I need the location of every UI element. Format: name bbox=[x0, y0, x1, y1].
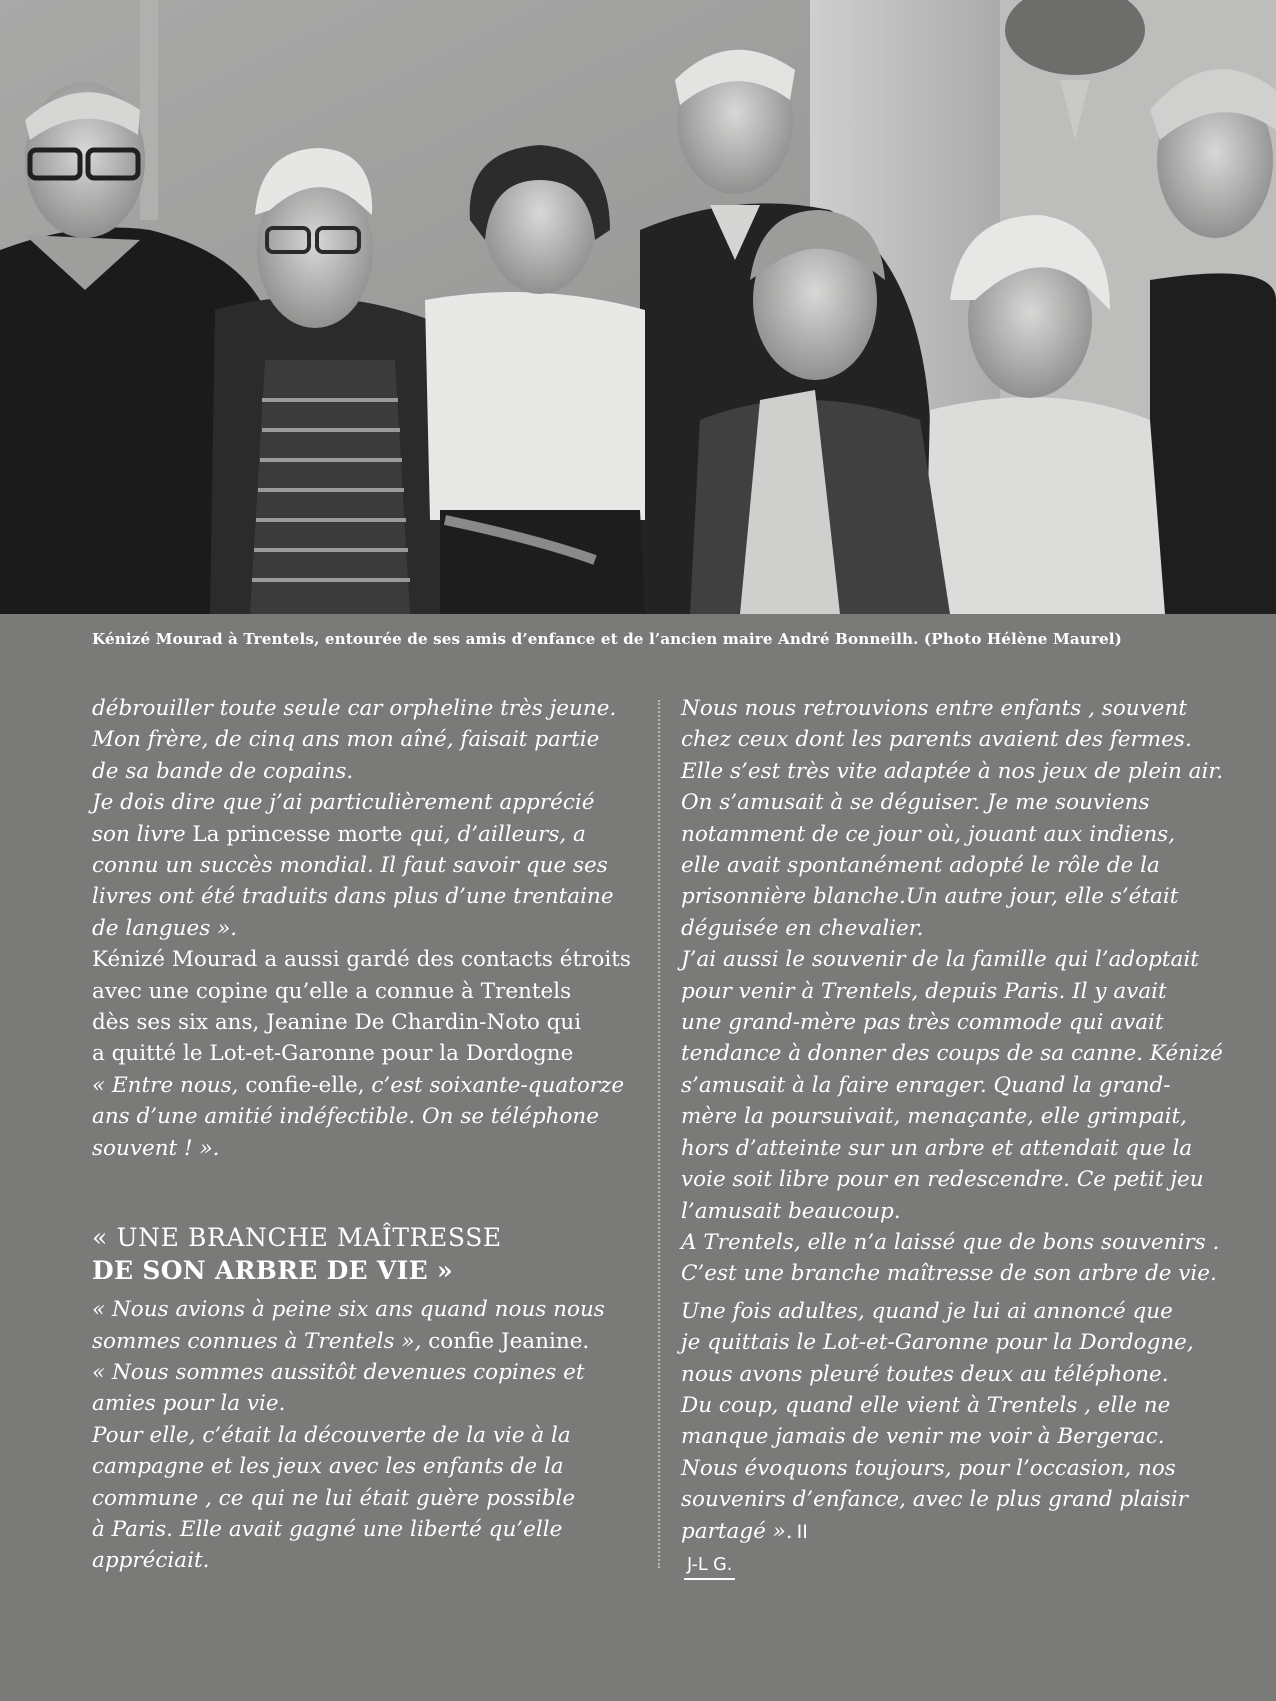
italic-text-run: je quittais le Lot-et-Garonne pour la Dordogne, bbox=[681, 1330, 1194, 1356]
text-line bbox=[681, 1007, 1241, 1038]
text-line bbox=[681, 850, 1241, 881]
text-line bbox=[681, 976, 1241, 1007]
italic-text-run: livres ont été traduits dans plus d’une trentaine bbox=[92, 884, 614, 910]
left-paragraph-1 bbox=[92, 693, 652, 944]
text-line bbox=[681, 1359, 1241, 1390]
text-line bbox=[681, 1164, 1241, 1195]
italic-text-run: connu un succès mondial. Il faut savoir que ses bbox=[92, 853, 608, 879]
text-line bbox=[92, 1326, 652, 1357]
italic-text-run: c’est soixante-quatorze bbox=[371, 1072, 625, 1098]
italic-text-run: J’ai aussi le souvenir de la famille qui l’adoptait bbox=[681, 947, 1199, 973]
italic-text-run: partagé ». bbox=[681, 1518, 793, 1544]
italic-text-run: l’amusait beaucoup. bbox=[681, 1198, 901, 1224]
text-line bbox=[92, 1420, 652, 1451]
end-of-article-mark: II bbox=[796, 1520, 808, 1543]
italic-text-run: « Entre nous, bbox=[92, 1072, 246, 1098]
italic-text-run: à Paris. Elle avait gagné une liberté qu’elle bbox=[92, 1516, 563, 1542]
italic-text-run: elle avait spontanément adopté le rôle de la bbox=[681, 853, 1160, 879]
italic-text-run: souvenirs d’enfance, avec le plus grand plaisir bbox=[681, 1487, 1188, 1513]
text-line bbox=[681, 913, 1241, 944]
text-line bbox=[681, 1516, 1241, 1548]
text-line bbox=[681, 1038, 1241, 1069]
italic-text-run: son livre bbox=[92, 821, 193, 847]
italic-text-run: ans d’une amitié indéfectible. On se téléphone bbox=[92, 1104, 600, 1130]
italic-text-run: débrouiller toute seule car orpheline très jeune. bbox=[92, 696, 617, 721]
italic-text-run: chez ceux dont les parents avaient des fermes. bbox=[681, 727, 1192, 753]
section-heading-line-2: DE SON ARBRE DE VIE » bbox=[92, 1256, 453, 1286]
text-line bbox=[92, 913, 652, 944]
italic-text-run: hors d’atteinte sur un arbre et attendait que la bbox=[681, 1135, 1193, 1161]
italic-text-run: amies pour la vie. bbox=[92, 1391, 286, 1417]
italic-text-run: notamment de ce jour où, jouant aux indiens, bbox=[681, 821, 1176, 847]
text-line bbox=[681, 1070, 1241, 1101]
text-line bbox=[681, 944, 1241, 975]
text-line bbox=[92, 1451, 652, 1482]
text-line bbox=[681, 724, 1241, 755]
text-line bbox=[92, 1101, 652, 1132]
roman-text-run: avec une copine qu’elle a connue à Trentels bbox=[92, 978, 572, 1004]
italic-text-run: commune , ce qui ne lui était guère possible bbox=[92, 1485, 576, 1511]
column-divider bbox=[658, 700, 660, 1568]
text-line bbox=[92, 881, 652, 912]
text-line bbox=[681, 1453, 1241, 1484]
italic-text-run: une grand-mère pas très commode qui avait bbox=[681, 1010, 1164, 1036]
italic-text-run: Mon frère, de cinq ans mon aîné, faisait partie bbox=[92, 727, 600, 753]
roman-text-run: dès ses six ans, Jeanine De Chardin-Noto qui bbox=[92, 1010, 582, 1036]
italic-text-run: pour venir à Trentels, depuis Paris. Il y avait bbox=[681, 978, 1167, 1004]
italic-text-run: Elle s’est très vite adaptée à nos jeux de plein air. bbox=[681, 758, 1224, 784]
right-paragraph-1 bbox=[681, 693, 1241, 1290]
roman-text-run: confie Jeanine. bbox=[428, 1328, 590, 1354]
text-line bbox=[681, 881, 1241, 912]
text-line bbox=[92, 944, 652, 975]
text-line bbox=[681, 693, 1241, 724]
italic-text-run: Pour elle, c’était la découverte de la vie à la bbox=[92, 1422, 571, 1448]
italic-text-run: appréciait. bbox=[92, 1548, 210, 1574]
text-line bbox=[681, 1227, 1241, 1258]
text-line bbox=[681, 1133, 1241, 1164]
text-line bbox=[681, 819, 1241, 850]
text-line bbox=[92, 1133, 652, 1164]
text-line bbox=[681, 1258, 1241, 1289]
italic-text-run: de langues ». bbox=[92, 915, 238, 941]
italic-text-run: Du coup, quand elle vient à Trentels , elle ne bbox=[681, 1392, 1171, 1418]
text-line bbox=[681, 1484, 1241, 1515]
left-paragraph-2 bbox=[92, 944, 652, 1164]
text-line bbox=[92, 819, 652, 850]
text-line bbox=[92, 1545, 652, 1576]
text-line bbox=[92, 1388, 652, 1419]
text-line bbox=[92, 1514, 652, 1545]
author-signature: J-L G. bbox=[684, 1554, 735, 1580]
italic-text-run: A Trentels, elle n’a laissé que de bons souvenirs . bbox=[681, 1229, 1220, 1255]
italic-text-run: s’amusait à la faire enrager. Quand la grand- bbox=[681, 1072, 1171, 1098]
person-7 bbox=[1150, 69, 1276, 614]
text-line bbox=[681, 1296, 1241, 1327]
roman-text-run: Kénizé Mourad a aussi gardé des contacts étroits bbox=[92, 947, 631, 973]
left-paragraph-3 bbox=[92, 1294, 652, 1577]
text-line bbox=[92, 756, 652, 787]
text-line bbox=[92, 976, 652, 1007]
italic-text-run: « Nous avions à peine six ans quand nous nous bbox=[92, 1297, 605, 1323]
section-heading bbox=[92, 1222, 652, 1288]
italic-text-run: « Nous sommes aussitôt devenues copines et bbox=[92, 1359, 585, 1385]
text-line bbox=[92, 787, 652, 818]
italic-text-run: campagne et les jeux avec les enfants de la bbox=[92, 1454, 564, 1480]
text-line bbox=[92, 1357, 652, 1388]
text-line bbox=[681, 1421, 1241, 1452]
text-line bbox=[681, 1101, 1241, 1132]
text-line bbox=[681, 1390, 1241, 1421]
roman-text-run: La princesse morte bbox=[192, 821, 410, 847]
group-photo bbox=[0, 0, 1276, 614]
italic-text-run: prisonnière blanche.Un autre jour, elle s’était bbox=[681, 884, 1179, 910]
italic-text-run: On s’amusait à se déguiser. Je me souviens bbox=[681, 790, 1150, 816]
italic-text-run: de sa bande de copains. bbox=[92, 758, 354, 784]
article-column-right bbox=[681, 693, 1241, 1580]
italic-text-run: déguisée en chevalier. bbox=[681, 915, 924, 941]
article-column-left bbox=[92, 693, 652, 1577]
italic-text-run: mère la poursuivait, menaçante, elle grimpait, bbox=[681, 1104, 1187, 1130]
italic-text-run: sommes connues à Trentels », bbox=[92, 1328, 429, 1354]
door-frame bbox=[140, 0, 158, 220]
italic-text-run: manque jamais de venir me voir à Bergerac. bbox=[681, 1424, 1165, 1450]
italic-text-run: Je dois dire que j’ai particulièrement apprécié bbox=[92, 790, 595, 816]
italic-text-run: voie soit libre pour en redescendre. Ce petit jeu bbox=[681, 1167, 1204, 1193]
italic-text-run: C’est une branche maîtresse de son arbre de vie. bbox=[681, 1261, 1217, 1287]
group-photo-illustration bbox=[0, 0, 1276, 614]
text-line bbox=[681, 787, 1241, 818]
italic-text-run: Nous nous retrouvions entre enfants , souvent bbox=[681, 696, 1187, 721]
italic-text-run: tendance à donner des coups de sa canne. Kénizé bbox=[681, 1041, 1223, 1067]
text-line bbox=[92, 1070, 652, 1101]
text-line bbox=[681, 1327, 1241, 1358]
text-line bbox=[92, 693, 652, 724]
italic-text-run: Nous évoquons toujours, pour l’occasion, nos bbox=[681, 1455, 1176, 1481]
photo-caption: Kénizé Mourad à Trentels, entourée de ses amis d’enfance et de l’ancien maire André Bonneilh. (Photo Hélène Maurel) bbox=[92, 630, 1122, 648]
roman-text-run: a quitté le Lot-et-Garonne pour la Dordogne bbox=[92, 1041, 574, 1067]
section-heading-line-1: « UNE BRANCHE MAÎTRESSE bbox=[92, 1223, 502, 1253]
text-line bbox=[681, 1196, 1241, 1227]
italic-text-run: Une fois adultes, quand je lui ai annoncé que bbox=[681, 1298, 1173, 1324]
italic-text-run: souvent ! ». bbox=[92, 1135, 220, 1161]
signature-block bbox=[681, 1548, 1241, 1580]
italic-text-run: nous avons pleuré toutes deux au téléphone. bbox=[681, 1361, 1169, 1387]
text-line bbox=[92, 1038, 652, 1069]
text-line bbox=[92, 1007, 652, 1038]
text-line bbox=[92, 850, 652, 881]
text-line bbox=[681, 756, 1241, 787]
italic-text-run: qui, d’ailleurs, a bbox=[409, 821, 586, 847]
roman-text-run: confie-elle, bbox=[245, 1072, 372, 1098]
text-line bbox=[92, 1483, 652, 1514]
text-line bbox=[92, 1294, 652, 1325]
text-line bbox=[92, 724, 652, 755]
right-paragraph-2 bbox=[681, 1296, 1241, 1548]
